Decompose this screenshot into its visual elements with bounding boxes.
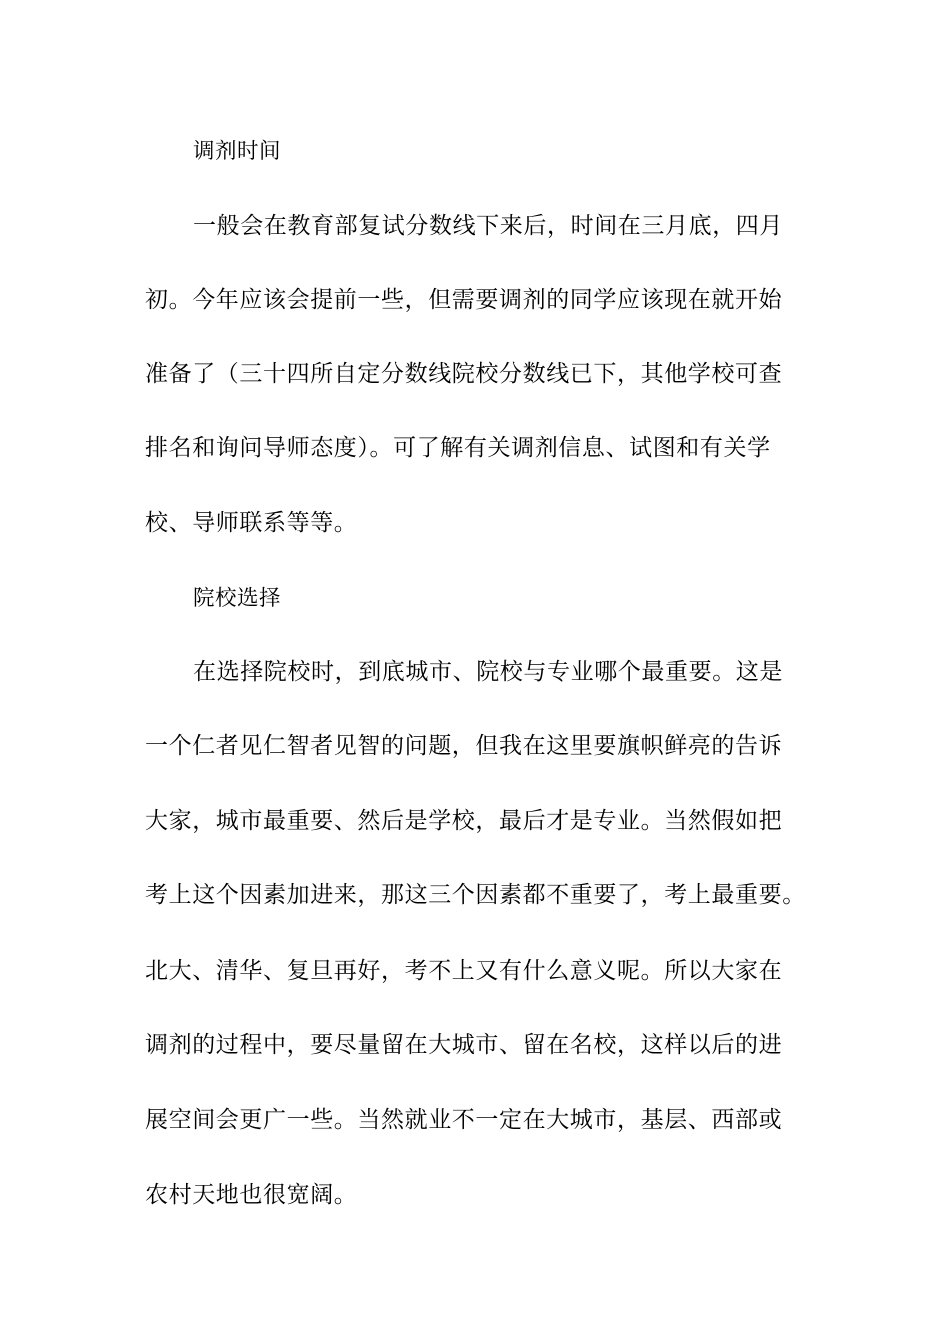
paragraph-line: 在选择院校时，到底城市、院校与专业哪个最重要。这是	[193, 659, 783, 685]
paragraph-line: 考上这个因素加进来，那这三个因素都不重要了，考上最重要。	[145, 882, 806, 908]
paragraph-line: 展空间会更广一些。当然就业不一定在大城市，基层、西部或	[145, 1107, 783, 1133]
paragraph-line: 农村天地也很宽阔。	[145, 1182, 358, 1208]
paragraph-line: 一个仁者见仁智者见智的问题，但我在这里要旗帜鲜亮的告诉	[145, 733, 783, 759]
paragraph-line: 校、导师联系等等。	[145, 510, 358, 536]
heading-school-selection: 院校选择	[193, 586, 282, 611]
paragraph-line: 大家，城市最重要、然后是学校，最后才是专业。当然假如把	[145, 808, 783, 834]
heading-adjustment-time: 调剂时间	[193, 139, 282, 164]
paragraph-line: 准备了（三十四所自定分数线院校分数线已下，其他学校可查	[145, 361, 783, 387]
paragraph-line: 北大、清华、复旦再好，考不上又有什么意义呢。所以大家在	[145, 958, 783, 984]
paragraph-line: 排名和询问导师态度）。可了解有关调剂信息、试图和有关学	[145, 435, 771, 461]
paragraph-line: 调剂的过程中，要尽量留在大城市、留在名校，这样以后的进	[145, 1032, 783, 1058]
paragraph-line: 初。今年应该会提前一些，但需要调剂的同学应该现在就开始	[145, 287, 783, 313]
paragraph-line: 一般会在教育部复试分数线下来后，时间在三月底，四月	[193, 213, 783, 239]
